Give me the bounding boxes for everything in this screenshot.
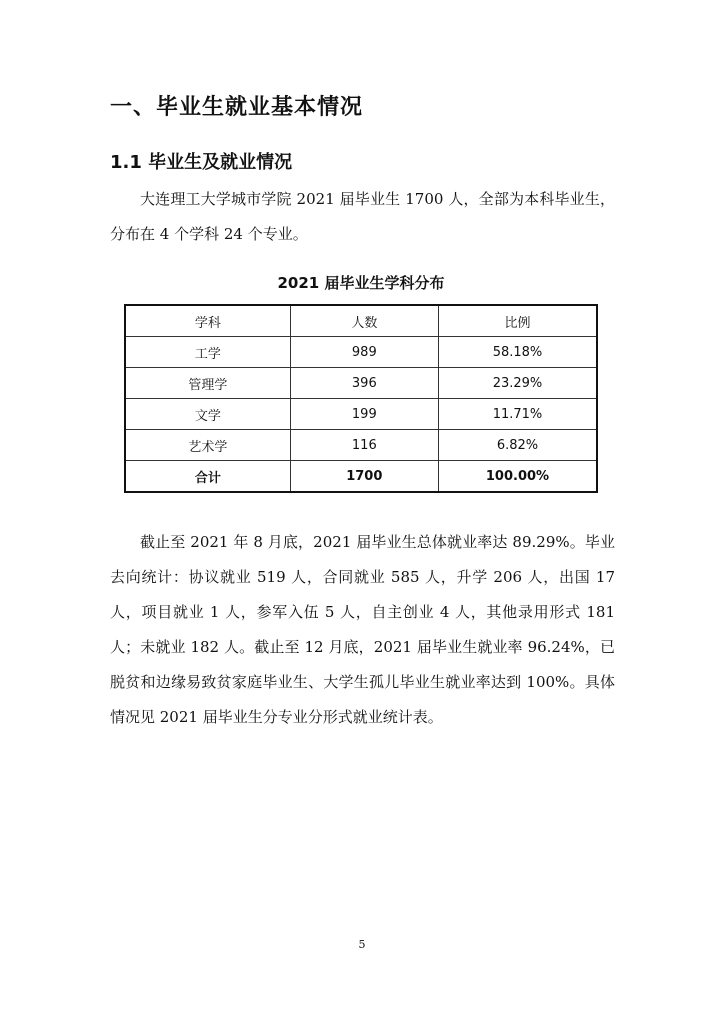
employment-paragraph: 截止至 2021 年 8 月底，2021 届毕业生总体就业率达 89.29%。毕业去向统计：协议就业 519 人，合同就业 585 人，升学 206 人，出国 17 人，项目就业 1 人，参军入伍 5 人，自主创业 4 人，其他录用形式 181 人；未就业 182 人。截止至 12 月底，2021 届毕业生就业率 96.24%，已脱贫和边缘易致贫家庭毕业生、大学生孤儿毕业生就业率达到 100%。具体情况见 2021 届毕业生分专业分形式就业统计表。 <box>110 533 615 726</box>
header-discipline: 学科 <box>125 305 290 337</box>
table-total-row <box>125 461 597 493</box>
table-row <box>125 430 597 461</box>
cell-count: 989 <box>290 337 438 368</box>
cell-count: 396 <box>290 368 438 399</box>
total-label: 合计 <box>125 461 290 493</box>
intro-paragraph: 大连理工大学城市学院 2021 届毕业生 1700 人，全部为本科毕业生，分布在 4 个学科 24 个专业。 <box>110 190 615 243</box>
cell-ratio: 58.18% <box>439 337 598 368</box>
cell-ratio: 6.82% <box>439 430 598 461</box>
cell-discipline: 管理学 <box>125 368 290 399</box>
table-row <box>125 337 597 368</box>
discipline-distribution-table <box>124 304 598 493</box>
cell-discipline: 艺术学 <box>125 430 290 461</box>
header-ratio: 比例 <box>439 305 598 337</box>
table-header-row <box>125 305 597 337</box>
table-row <box>125 399 597 430</box>
cell-discipline: 工学 <box>125 337 290 368</box>
page-number: 5 <box>358 938 366 951</box>
table-row <box>125 368 597 399</box>
cell-ratio: 23.29% <box>439 368 598 399</box>
cell-count: 116 <box>290 430 438 461</box>
subsection-heading: 1.1 毕业生及就业情况 <box>110 152 293 173</box>
header-count: 人数 <box>290 305 438 337</box>
cell-ratio: 11.71% <box>439 399 598 430</box>
table-caption: 2021 届毕业生学科分布 <box>277 274 445 292</box>
section-heading: 一、毕业生就业基本情况 <box>110 95 364 120</box>
cell-discipline: 文学 <box>125 399 290 430</box>
total-ratio: 100.00% <box>439 461 598 493</box>
cell-count: 199 <box>290 399 438 430</box>
total-count: 1700 <box>290 461 438 493</box>
